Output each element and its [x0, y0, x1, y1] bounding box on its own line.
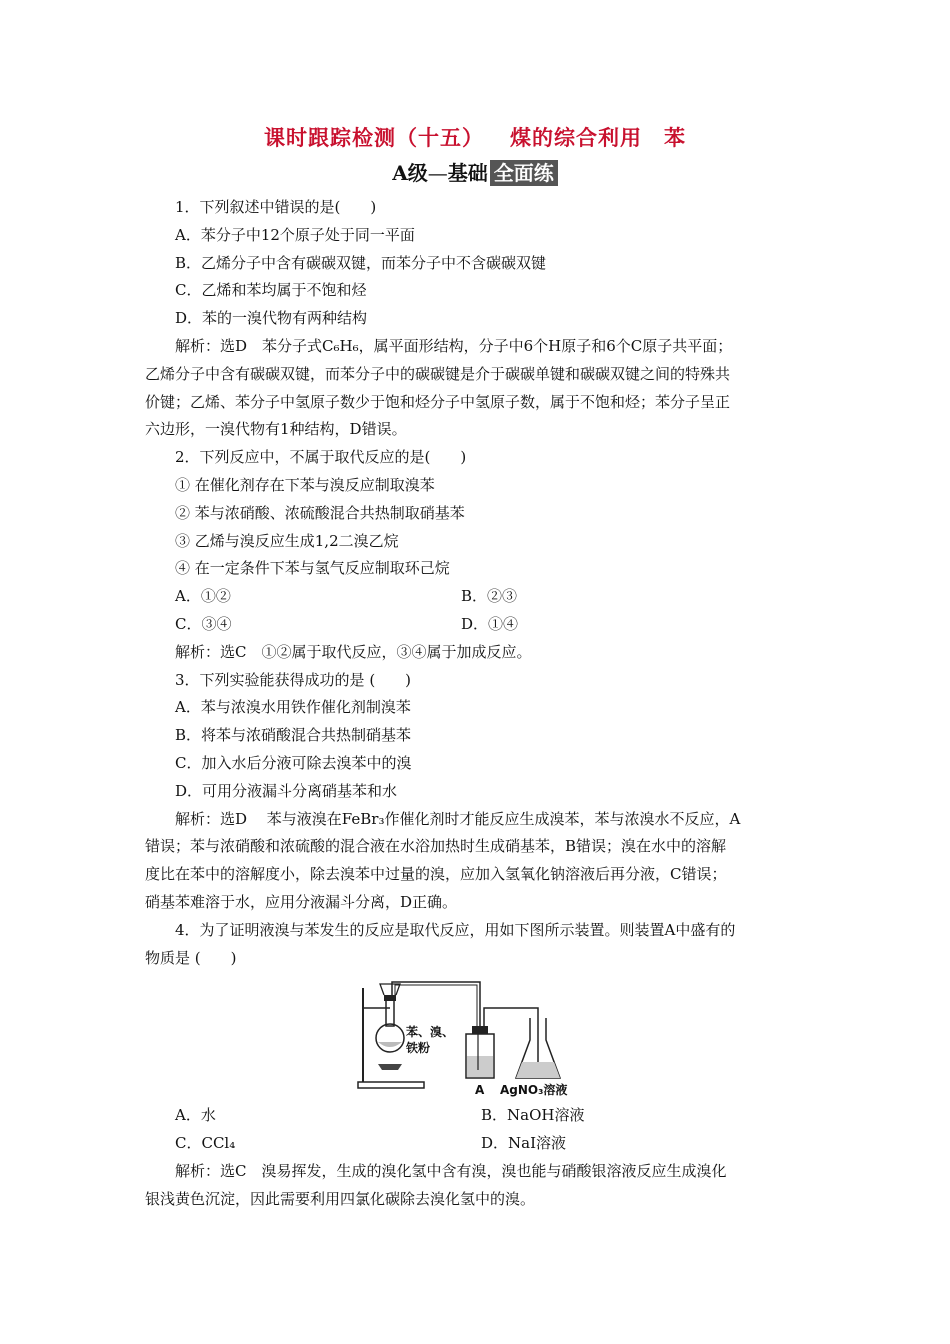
q2-options-row-2 — [145, 611, 810, 639]
bottle-label: A — [474, 1083, 484, 1098]
connecting-tube-1 — [392, 982, 480, 1026]
q4-option-a: A．水 — [175, 1106, 216, 1125]
q4-stem-line-2: 物质是 ( ) — [145, 948, 237, 967]
q2-item-4: ④ 在一定条件下苯与氢气反应制取环己烷 — [175, 559, 450, 578]
q2-option-d: D．①④ — [461, 614, 519, 633]
q4-options-row-2 — [145, 1130, 810, 1158]
q3-analysis-line-3: 度比在苯中的溶解度小，除去溴苯中过量的溴，应加入氢氧化钠溶液后再分液，C错误； — [145, 865, 727, 884]
q2-item-2: ② 苯与浓硝酸、浓硫酸混合共热制取硝基苯 — [175, 503, 465, 522]
apparatus-diagram — [348, 978, 608, 1098]
bottle-a-liquid — [467, 1056, 493, 1077]
dropping-funnel — [380, 984, 400, 995]
title-part-2: 煤的综合利用 苯 — [510, 126, 686, 150]
connecting-tube-1-inner — [395, 985, 477, 1026]
round-flask — [376, 1024, 404, 1052]
q4-stem-line-1: 4．为了证明液溴与苯发生的反应是取代反应，用如下图所示装置。则装置A中盛有的 — [175, 920, 736, 939]
flask-label-2: 铁粉 — [405, 1041, 430, 1056]
q4-analysis-line-1: 解析：选C 溴易挥发，生成的溴化氢中含有溴，溴也能与硝酸银溶液反应生成溴化 — [175, 1161, 727, 1180]
heater — [378, 1064, 402, 1070]
q2-option-a: A．①② — [175, 587, 231, 606]
flask-neck — [386, 1000, 394, 1026]
q3-option-b: B．将苯与浓硝酸混合共热制硝基苯 — [175, 726, 412, 745]
q4-options-row-1 — [145, 1102, 810, 1130]
q3-stem: 3．下列实验能获得成功的是 ( ) — [175, 670, 412, 689]
q2-stem: 2．下列反应中，不属于取代反应的是( ) — [175, 448, 467, 467]
q2-option-b: B．②③ — [461, 587, 518, 606]
q4-option-c: C．CCl₄ — [175, 1134, 236, 1153]
level-word: 基础 — [447, 161, 488, 185]
q4-option-b: B．NaOH溶液 — [481, 1106, 585, 1125]
q1-option-d: D．苯的一溴代物有两种结构 — [175, 309, 368, 328]
page-title — [0, 122, 950, 152]
q1-option-a: A．苯分子中12个原子处于同一平面 — [175, 225, 415, 244]
q3-analysis-line-4: 硝基苯难溶于水，应用分液漏斗分离，D正确。 — [145, 892, 458, 911]
q2-analysis: 解析：选C ①②属于取代反应，③④属于加成反应。 — [175, 642, 532, 661]
q2-item-1: ① 在催化剂存在下苯与溴反应制取溴苯 — [175, 475, 435, 494]
q2-options-row-1 — [145, 583, 810, 611]
q4-analysis-line-2: 银浅黄色沉淀，因此需要利用四氯化碳除去溴化氢中的溴。 — [145, 1189, 536, 1208]
q1-option-c: C．乙烯和苯均属于不饱和烃 — [175, 281, 367, 300]
q4-option-d: D．NaI溶液 — [481, 1134, 567, 1153]
q3-analysis-line-2: 错误；苯与浓硝酸和浓硫酸的混合液在水浴加热时生成硝基苯，B错误；溴在水中的溶解 — [145, 837, 727, 856]
question-content — [145, 194, 810, 1214]
q1-stem: 1．下列叙述中错误的是( ) — [175, 198, 377, 216]
level-heading — [0, 157, 950, 186]
q1-analysis-line-4: 六边形，一溴代物有1种结构，D错误。 — [145, 420, 407, 439]
q1-option-b: B．乙烯分子中含有碳碳双键，而苯分子中不含碳碳双键 — [175, 253, 547, 272]
apparatus-figure — [145, 978, 810, 1098]
q1-analysis-line-1: 解析：选D 苯分子式C₆H₆，属平面形结构，分子中6个H原子和6个C原子共平面； — [175, 336, 733, 355]
title-part-1: 课时跟踪检测（十五） — [264, 126, 484, 150]
q2-option-c: C．③④ — [175, 614, 232, 633]
flask-liquid — [378, 1042, 402, 1047]
q1-analysis-line-2: 乙烯分子中含有碳碳双键，而苯分子中的碳碳键是介于碳碳单键和碳碳双键之间的特殊共 — [145, 364, 731, 383]
flask-stopper — [384, 995, 396, 1001]
level-box: 全面练 — [490, 160, 558, 186]
q3-analysis-line-1: 解析：选D 苯与液溴在FeBr₃作催化剂时才能反应生成溴苯，苯与浓溴水不反应，A — [175, 809, 741, 828]
level-prefix: A级 — [392, 161, 428, 185]
q3-option-c: C．加入水后分液可除去溴苯中的溴 — [175, 753, 412, 772]
bottle-a-stopper — [472, 1026, 488, 1034]
stand-base — [358, 1082, 424, 1088]
q2-item-3: ③ 乙烯与溴反应生成1,2二溴乙烷 — [175, 531, 399, 550]
beaker-label: AgNO₃溶液 — [499, 1083, 567, 1098]
q1-analysis-line-3: 价键；乙烯、苯分子中氢原子数少于饱和烃分子中氢原子数，属于不饱和烃；苯分子呈正 — [145, 392, 731, 411]
level-dash: — — [427, 161, 448, 185]
conical-flask-liquid — [516, 1062, 560, 1078]
q3-option-d: D．可用分液漏斗分离硝基苯和水 — [175, 781, 398, 800]
q3-option-a: A．苯与浓溴水用铁作催化剂制溴苯 — [175, 698, 411, 717]
flask-label-1: 苯、溴、 — [405, 1025, 454, 1040]
